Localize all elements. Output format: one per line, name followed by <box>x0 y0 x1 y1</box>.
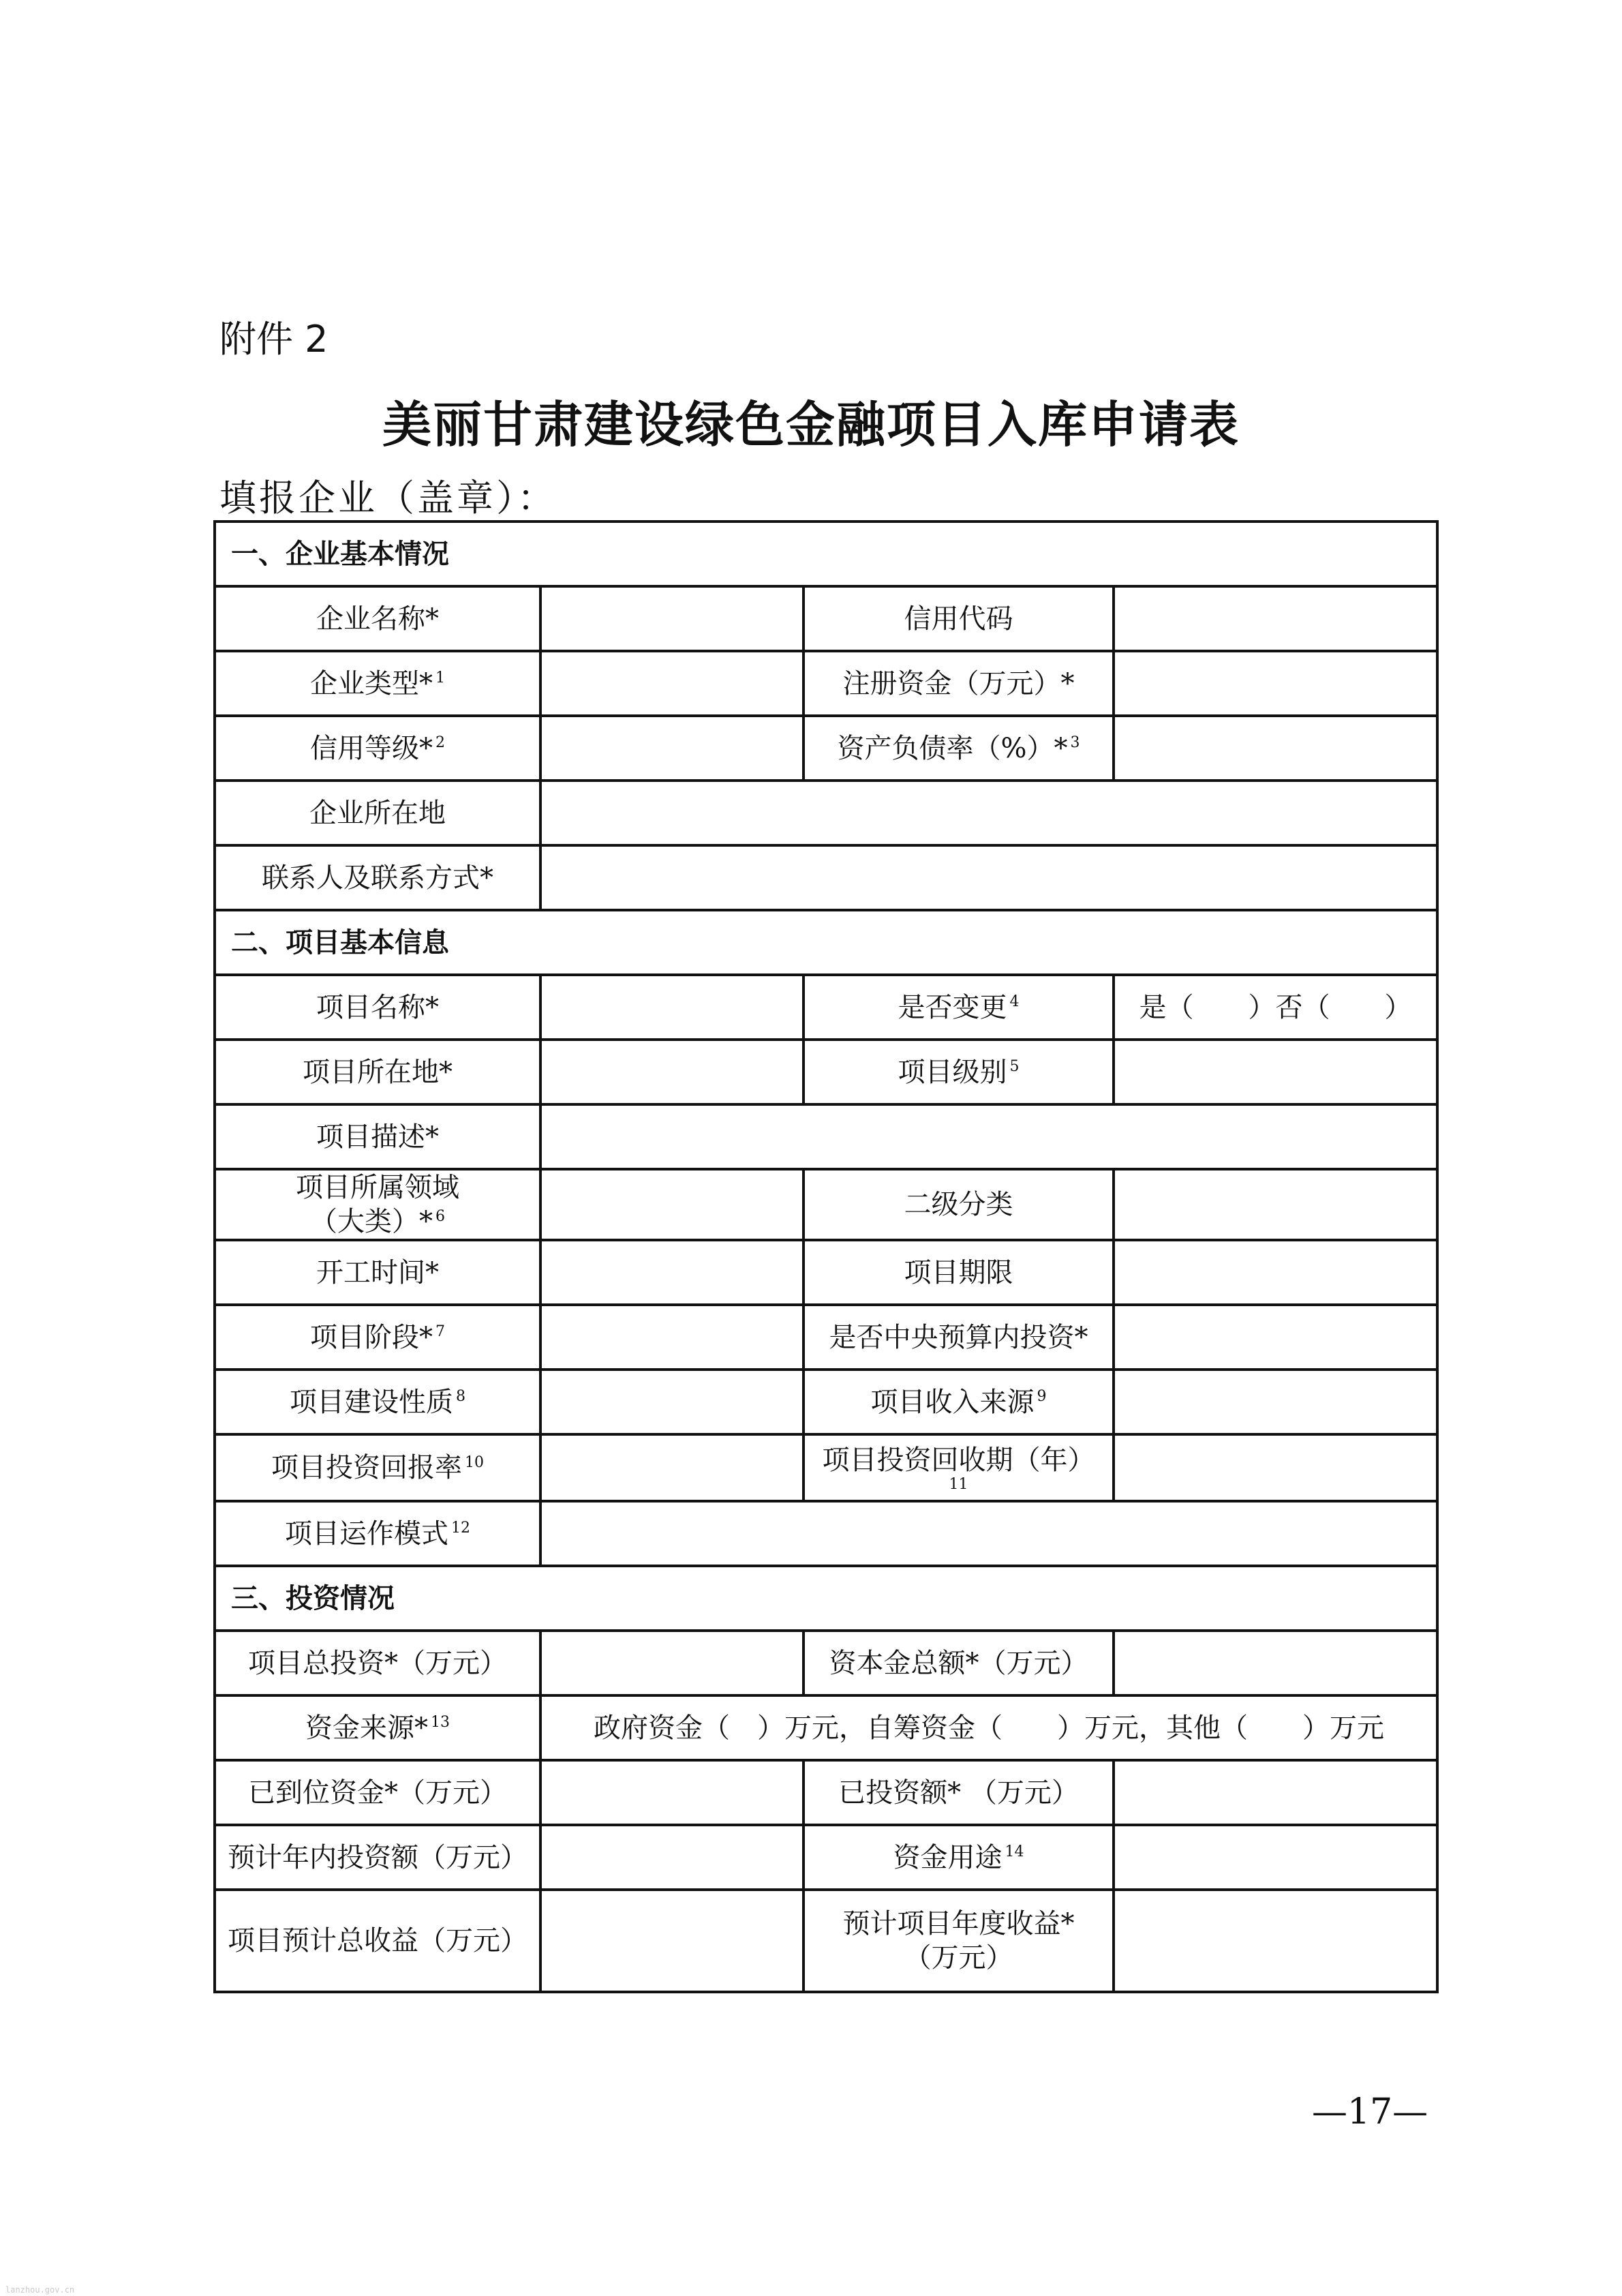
operation-mode-cell <box>215 1501 540 1566</box>
form-row <box>215 781 1437 845</box>
income-source-label: 项目收入来源 <box>870 1386 1035 1418</box>
form-row <box>215 1104 1437 1169</box>
form-row <box>215 1305 1437 1370</box>
subcategory-field[interactable] <box>1114 1169 1437 1240</box>
project-name-field[interactable] <box>540 975 804 1040</box>
form-row <box>215 845 1437 910</box>
page-title: 美丽甘肃建设绿色金融项目入库申请表 <box>382 395 1240 453</box>
fund-source-label: 资金来源* <box>305 1712 428 1744</box>
company-name-field[interactable] <box>540 586 804 651</box>
capital-total-label: 资本金总额*（万元） <box>804 1631 1114 1695</box>
contact-field[interactable] <box>540 845 1437 910</box>
nature-field[interactable] <box>540 1370 804 1434</box>
form-row <box>215 1434 1437 1501</box>
invested-field[interactable] <box>1114 1760 1437 1825</box>
payback-field[interactable] <box>1114 1434 1437 1501</box>
debt-ratio-cell <box>804 716 1114 781</box>
form-row <box>215 1169 1437 1240</box>
capital-total-field[interactable] <box>1114 1631 1437 1695</box>
return-rate-field[interactable] <box>540 1434 804 1501</box>
section-heading-row <box>215 910 1437 975</box>
footnote-mark: 7 <box>435 1323 445 1341</box>
field-label-line1: 项目所属领域 <box>296 1172 459 1203</box>
form-row <box>215 975 1437 1040</box>
section3-heading: 三、投资情况 <box>215 1566 1437 1631</box>
company-name-label: 企业名称* <box>215 586 540 651</box>
page-number: —17— <box>1312 2091 1428 2132</box>
annual-investment-label: 预计年内投资额（万元） <box>215 1825 540 1890</box>
location-label: 企业所在地 <box>215 781 540 845</box>
application-form <box>213 520 1439 1993</box>
section-heading-row <box>215 1566 1437 1631</box>
annual-investment-field[interactable] <box>540 1825 804 1890</box>
total-income-label: 项目预计总收益（万元） <box>215 1890 540 1992</box>
footnote-mark: 6 <box>435 1207 445 1225</box>
fund-source-detail[interactable]: 政府资金（ ）万元，自筹资金（ ）万元，其他（ ）万元 <box>540 1695 1437 1760</box>
annual-income-label-line1: 预计项目年度收益* <box>842 1908 1075 1939</box>
footnote-mark: 13 <box>431 1714 450 1732</box>
payback-cell <box>804 1434 1114 1501</box>
form-row <box>215 1370 1437 1434</box>
fund-use-cell <box>804 1825 1114 1890</box>
return-rate-cell <box>215 1434 540 1501</box>
footnote-mark: 2 <box>435 734 445 752</box>
operation-mode-label: 项目运作模式 <box>285 1517 448 1550</box>
footnote-mark: 1 <box>435 669 445 687</box>
form-row <box>215 1890 1437 1992</box>
footnote-mark: 9 <box>1037 1388 1047 1406</box>
form-row <box>215 1695 1437 1760</box>
filler-label: 填报企业（盖章）： <box>219 477 557 519</box>
central-budget-label: 是否中央预算内投资* <box>804 1305 1114 1370</box>
funds-in-place-label: 已到位资金*（万元） <box>215 1760 540 1825</box>
operation-mode-field[interactable] <box>540 1501 1437 1566</box>
section1-heading: 一、企业基本情况 <box>215 522 1437 586</box>
fund-use-field[interactable] <box>1114 1825 1437 1890</box>
debt-ratio-field[interactable] <box>1114 716 1437 781</box>
total-income-field[interactable] <box>540 1890 804 1992</box>
project-level-field[interactable] <box>1114 1040 1437 1104</box>
subcategory-label: 二级分类 <box>804 1169 1114 1240</box>
credit-rating-cell <box>215 716 540 781</box>
location-field[interactable] <box>540 781 1437 845</box>
income-source-field[interactable] <box>1114 1370 1437 1434</box>
company-type-cell <box>215 651 540 716</box>
annual-income-cell <box>804 1890 1114 1992</box>
company-type-label: 企业类型* <box>310 667 433 699</box>
form-row <box>215 716 1437 781</box>
invested-label: 已投资额* （万元） <box>804 1760 1114 1825</box>
form-row <box>215 651 1437 716</box>
footnote-mark: 5 <box>1009 1058 1020 1076</box>
stage-field[interactable] <box>540 1305 804 1370</box>
return-rate-label: 项目投资回报率 <box>271 1452 462 1483</box>
income-source-cell <box>804 1370 1114 1434</box>
description-field[interactable] <box>540 1104 1437 1169</box>
attachment-label: 附件 2 <box>219 318 328 361</box>
project-level-cell <box>804 1040 1114 1104</box>
annual-income-label-line2: （万元） <box>904 1942 1013 1974</box>
changed-cell <box>804 975 1114 1040</box>
section-heading-row <box>215 522 1437 586</box>
fund-source-cell <box>215 1695 540 1760</box>
period-label: 项目期限 <box>804 1240 1114 1305</box>
stage-label: 项目阶段* <box>310 1321 433 1353</box>
form-row <box>215 1760 1437 1825</box>
form-row <box>215 1240 1437 1305</box>
start-time-label: 开工时间* <box>215 1240 540 1305</box>
footnote-mark: 11 <box>949 1476 968 1493</box>
footnote-mark: 8 <box>456 1388 465 1406</box>
description-label: 项目描述* <box>215 1104 540 1169</box>
project-name-label: 项目名称* <box>215 975 540 1040</box>
changed-options[interactable]: 是（ ）否（ ） <box>1114 975 1437 1040</box>
credit-rating-label: 信用等级* <box>310 732 433 764</box>
fund-use-label: 资金用途 <box>893 1841 1003 1873</box>
total-investment-label: 项目总投资*（万元） <box>215 1631 540 1695</box>
annual-income-field[interactable] <box>1114 1890 1437 1992</box>
stage-cell <box>215 1305 540 1370</box>
field-cell <box>215 1169 540 1240</box>
form-row <box>215 1631 1437 1695</box>
form-row <box>215 1825 1437 1890</box>
project-location-label: 项目所在地* <box>215 1040 540 1104</box>
nature-label: 项目建设性质 <box>290 1386 453 1418</box>
footnote-mark: 10 <box>465 1453 484 1471</box>
footnote-mark: 4 <box>1009 993 1020 1011</box>
form-row <box>215 586 1437 651</box>
credit-rating-field[interactable] <box>540 716 804 781</box>
company-type-field[interactable] <box>540 651 804 716</box>
registered-capital-label: 注册资金（万元）* <box>804 651 1114 716</box>
field-label-line2: （大类）* <box>310 1206 433 1237</box>
field-label-line2-wrap <box>224 1205 531 1239</box>
section2-heading: 二、项目基本信息 <box>215 910 1437 975</box>
contact-label: 联系人及联系方式* <box>215 845 540 910</box>
central-budget-field[interactable] <box>1114 1305 1437 1370</box>
payback-label: 项目投资回收期（年） <box>822 1445 1095 1476</box>
form-row <box>215 1040 1437 1104</box>
footnote-mark: 12 <box>451 1520 470 1537</box>
nature-cell <box>215 1370 540 1434</box>
changed-label: 是否变更 <box>898 991 1007 1023</box>
debt-ratio-label: 资产负债率（%）* <box>837 732 1068 764</box>
watermark: lanzhou.gov.cn <box>5 2285 75 2295</box>
registered-capital-field[interactable] <box>1114 651 1437 716</box>
credit-code-label: 信用代码 <box>804 586 1114 651</box>
project-level-label: 项目级别 <box>898 1056 1007 1088</box>
footnote-mark: 14 <box>1005 1843 1024 1861</box>
start-time-field[interactable] <box>540 1240 804 1305</box>
project-location-field[interactable] <box>540 1040 804 1104</box>
field-input[interactable] <box>540 1169 804 1240</box>
period-field[interactable] <box>1114 1240 1437 1305</box>
footnote-mark: 3 <box>1070 734 1080 752</box>
funds-in-place-field[interactable] <box>540 1760 804 1825</box>
form-row <box>215 1501 1437 1566</box>
total-investment-field[interactable] <box>540 1631 804 1695</box>
credit-code-field[interactable] <box>1114 586 1437 651</box>
